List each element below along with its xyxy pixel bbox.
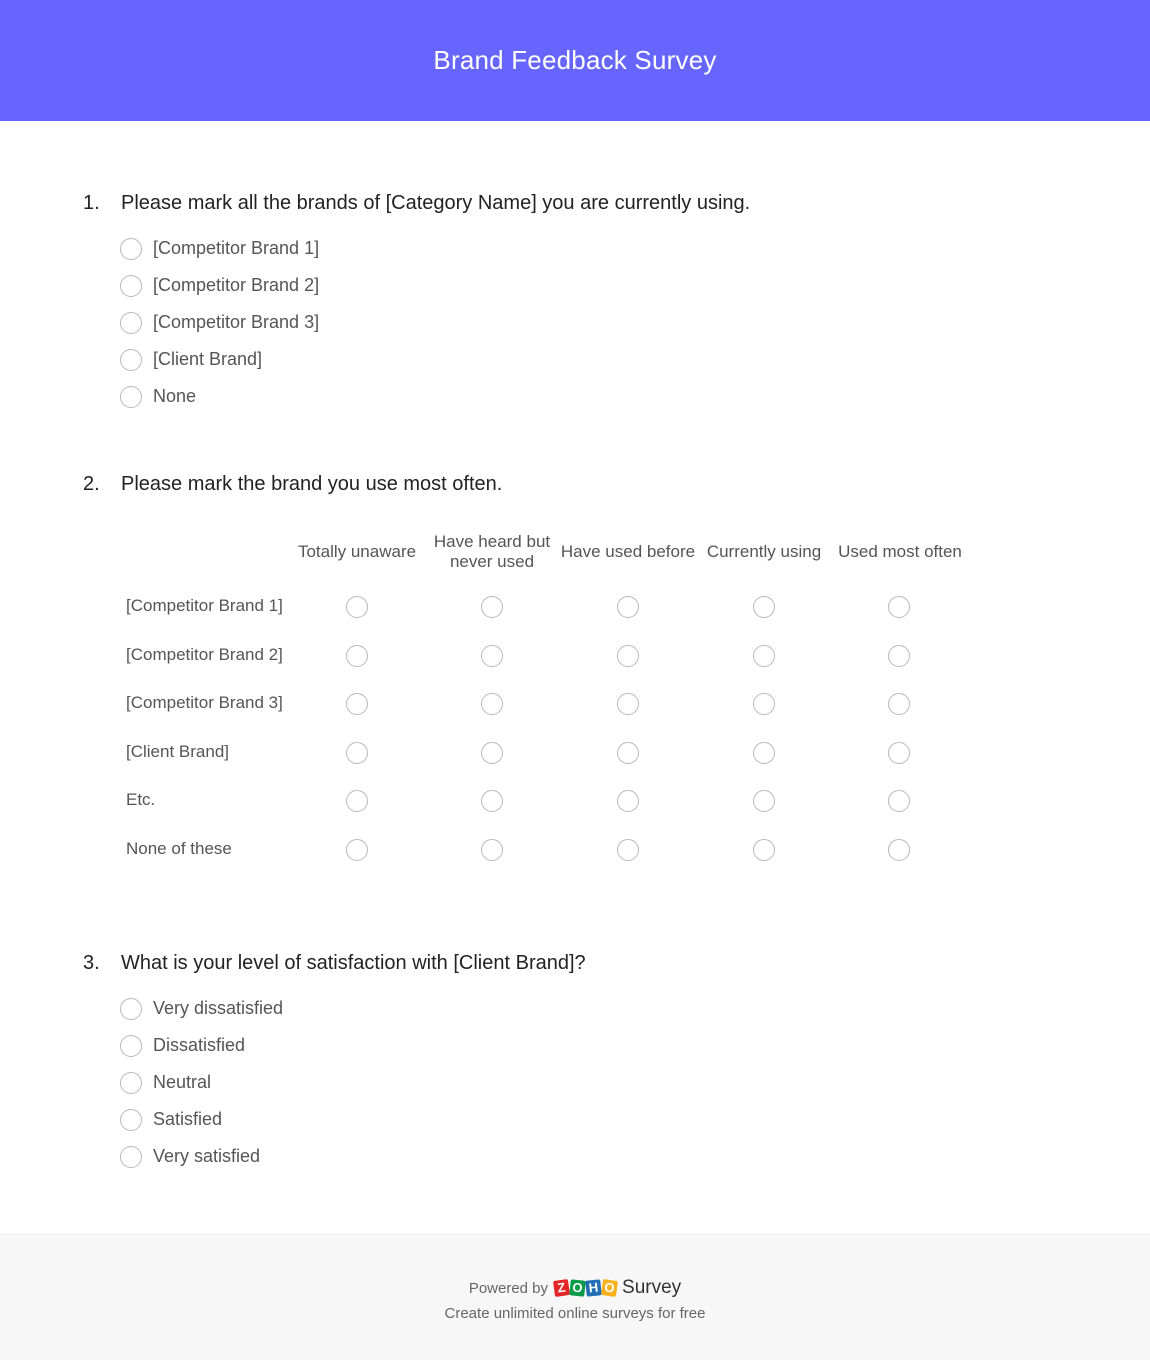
- matrix-radio-button[interactable]: [753, 596, 775, 618]
- option-list: [120, 230, 319, 415]
- radio-button[interactable]: [120, 998, 142, 1020]
- radio-button[interactable]: [120, 238, 142, 260]
- powered-by-text: Powered by: [468, 1279, 549, 1297]
- matrix-radio-button[interactable]: [481, 839, 503, 861]
- question-text: What is your level of satisfaction with [Client Brand]?: [121, 952, 586, 974]
- matrix-radio-button[interactable]: [617, 839, 639, 861]
- option-label: Very dissatisfied: [153, 998, 284, 1018]
- matrix-radio-button[interactable]: [888, 645, 910, 667]
- radio-button[interactable]: [120, 312, 142, 334]
- matrix-radio-button[interactable]: [753, 645, 775, 667]
- powered-by[interactable]: [0, 1277, 1150, 1299]
- footer: [0, 1234, 1150, 1360]
- matrix-radio-button[interactable]: [481, 645, 503, 667]
- product-name: Survey: [622, 1277, 682, 1298]
- question-header: [0, 192, 1150, 222]
- matrix-radio-button[interactable]: [481, 693, 503, 715]
- survey-header: [0, 0, 1150, 121]
- option-label: Neutral: [153, 1072, 212, 1092]
- option-label: Satisfied: [153, 1109, 223, 1129]
- matrix-radio-button[interactable]: [753, 742, 775, 764]
- radio-button[interactable]: [120, 386, 142, 408]
- matrix-radio-button[interactable]: [617, 645, 639, 667]
- radio-button[interactable]: [120, 1146, 142, 1168]
- logo-letter: H: [585, 1279, 602, 1296]
- matrix-radio-button[interactable]: [888, 596, 910, 618]
- question-1: [0, 192, 1150, 406]
- matrix-radio-button[interactable]: [346, 693, 368, 715]
- option-competitor-brand-2[interactable]: [120, 267, 319, 304]
- matrix-radio-button[interactable]: [888, 693, 910, 715]
- logo-letter: Z: [553, 1279, 570, 1297]
- matrix-radio-button[interactable]: [481, 742, 503, 764]
- option-label: None: [153, 386, 197, 406]
- radio-button[interactable]: [120, 275, 142, 297]
- matrix-radio-button[interactable]: [346, 742, 368, 764]
- option-dissatisfied[interactable]: [120, 1027, 283, 1064]
- matrix-radio-button[interactable]: [481, 596, 503, 618]
- matrix-row-label: [Competitor Brand 1]: [126, 596, 283, 615]
- question-3: [0, 952, 1150, 1166]
- matrix-radio-button[interactable]: [617, 742, 639, 764]
- option-satisfied[interactable]: [120, 1101, 283, 1138]
- matrix-radio-button[interactable]: [346, 790, 368, 812]
- footer-tagline: Create unlimited online surveys for free: [444, 1305, 706, 1322]
- matrix-radio-button[interactable]: [346, 839, 368, 861]
- option-label: [Competitor Brand 1]: [153, 238, 320, 258]
- option-competitor-brand-1[interactable]: [120, 230, 319, 267]
- option-label: [Competitor Brand 2]: [153, 275, 320, 295]
- question-text: Please mark the brand you use most often.: [121, 473, 503, 495]
- matrix-radio-button[interactable]: [753, 693, 775, 715]
- option-very-dissatisfied[interactable]: [120, 990, 283, 1027]
- matrix-row-label: None of these: [126, 839, 232, 858]
- question-header: [0, 952, 1150, 982]
- matrix-row-label: [Competitor Brand 3]: [126, 693, 283, 712]
- survey-title: Brand Feedback Survey: [433, 45, 717, 75]
- matrix-radio-button[interactable]: [617, 693, 639, 715]
- matrix-radio-button[interactable]: [617, 596, 639, 618]
- matrix-radio-button[interactable]: [888, 839, 910, 861]
- column-header-totally-unaware: Totally unaware: [297, 542, 417, 561]
- radio-button[interactable]: [120, 349, 142, 371]
- question-header: [0, 473, 1150, 503]
- logo-letter: O: [601, 1279, 618, 1297]
- column-header-currently-using: Currently using: [706, 542, 822, 561]
- option-label: [Competitor Brand 3]: [153, 312, 320, 332]
- matrix-radio-button[interactable]: [753, 790, 775, 812]
- matrix-radio-button[interactable]: [753, 839, 775, 861]
- radio-button[interactable]: [120, 1072, 142, 1094]
- column-header-heard-never-used: Have heard but never used: [433, 532, 551, 571]
- matrix-radio-button[interactable]: [888, 742, 910, 764]
- matrix-radio-button[interactable]: [888, 790, 910, 812]
- option-very-satisfied[interactable]: [120, 1138, 283, 1175]
- matrix-row-label: [Client Brand]: [126, 742, 229, 761]
- question-number: 1.: [83, 192, 100, 214]
- question-text: Please mark all the brands of [Category Name] you are currently using.: [121, 192, 751, 214]
- logo-letter: O: [569, 1279, 586, 1296]
- option-client-brand[interactable]: [120, 341, 319, 378]
- option-neutral[interactable]: [120, 1064, 283, 1101]
- zoho-logo-icon: [554, 1280, 618, 1296]
- option-competitor-brand-3[interactable]: [120, 304, 319, 341]
- question-number: 2.: [83, 473, 100, 495]
- matrix-row-label: [Competitor Brand 2]: [126, 645, 283, 664]
- column-header-used-before: Have used before: [560, 542, 696, 561]
- option-none[interactable]: [120, 378, 319, 415]
- matrix-radio-button[interactable]: [617, 790, 639, 812]
- option-label: [Client Brand]: [153, 349, 263, 369]
- column-header-used-most-often: Used most often: [838, 542, 962, 561]
- radio-button[interactable]: [120, 1109, 142, 1131]
- matrix-radio-button[interactable]: [481, 790, 503, 812]
- matrix-row-label: Etc.: [126, 790, 156, 809]
- question-2: [0, 473, 1150, 873]
- radio-button[interactable]: [120, 1035, 142, 1057]
- question-number: 3.: [83, 952, 100, 974]
- matrix-radio-button[interactable]: [346, 596, 368, 618]
- matrix-radio-button[interactable]: [346, 645, 368, 667]
- option-label: Dissatisfied: [153, 1035, 246, 1055]
- option-label: Very satisfied: [153, 1146, 261, 1166]
- option-list: [120, 990, 283, 1175]
